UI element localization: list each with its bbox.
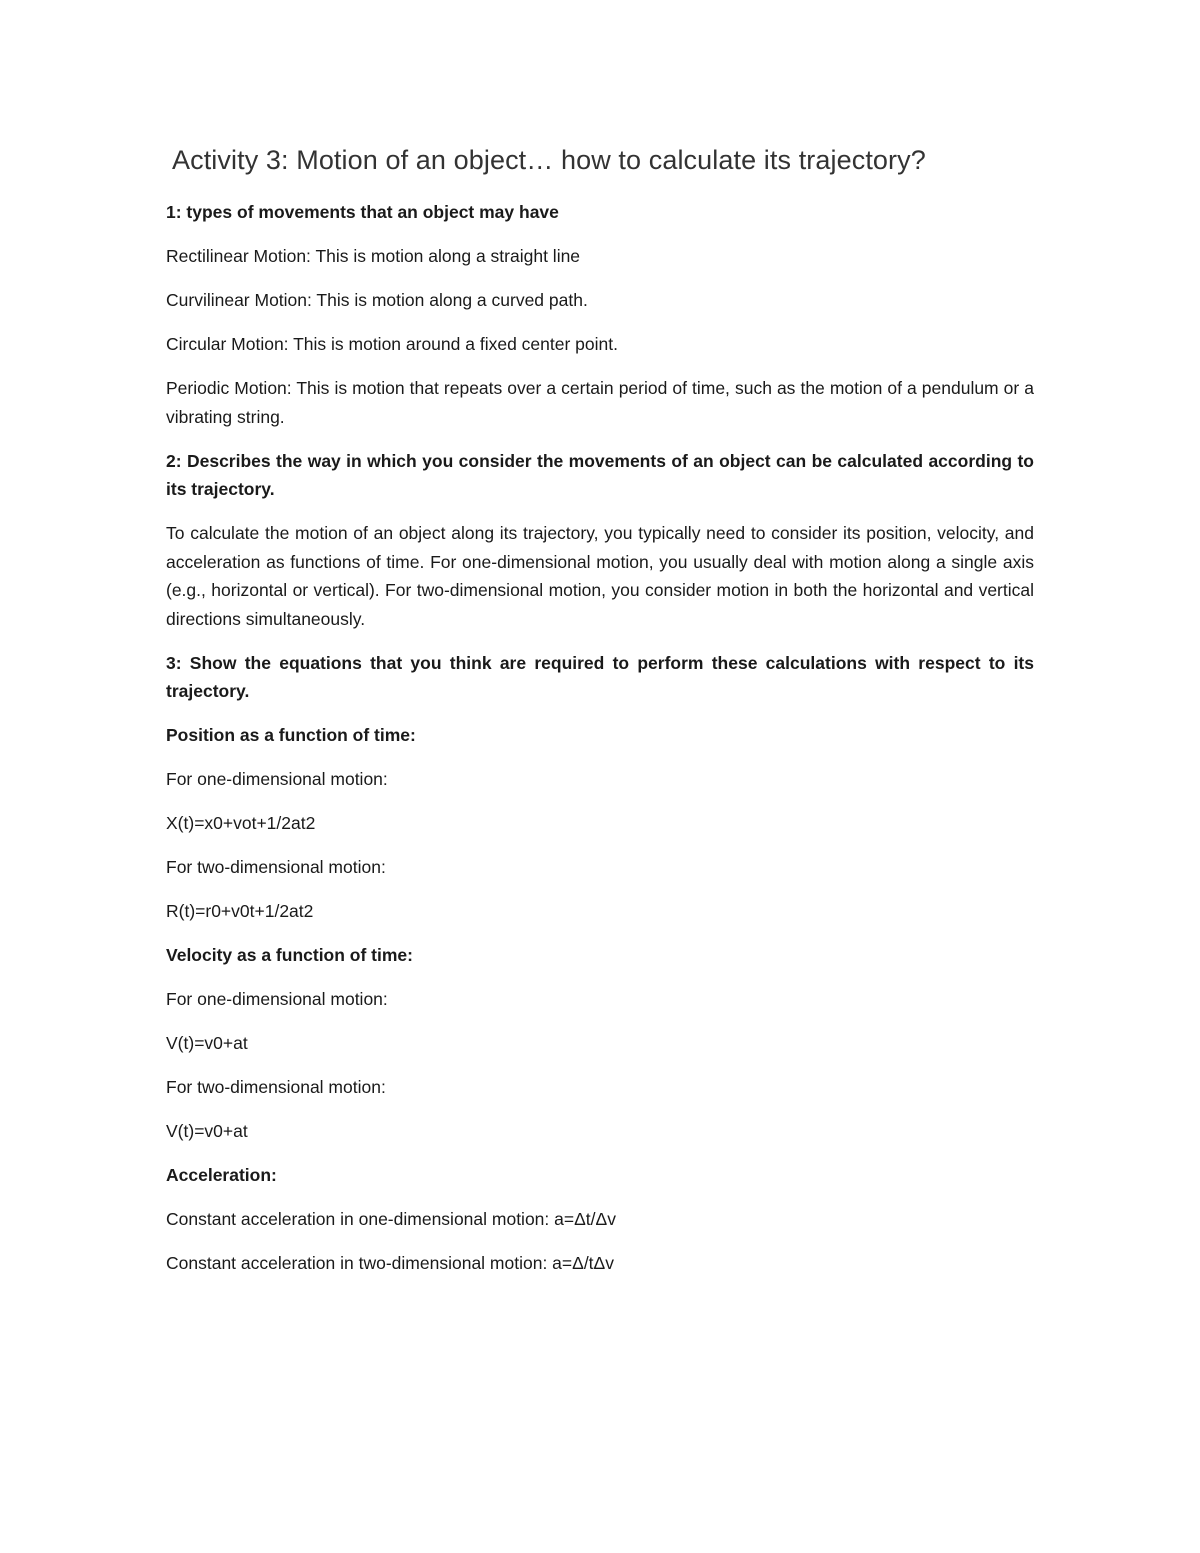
periodic-motion-text: Periodic Motion: This is motion that repeats over a certain period of time, such as the motion of a pendulum or a vibrating string. xyxy=(166,378,1034,427)
velocity-1d-label: For one-dimensional motion: xyxy=(166,989,388,1009)
question-2-heading: 2: Describes the way in which you consider the movements of an object can be calculated according to its trajectory. xyxy=(166,450,1034,499)
velocity-2d-equation: V(t)=v0+at xyxy=(166,1121,248,1141)
document-title: Activity 3: Motion of an object… how to calculate its trajectory? xyxy=(172,145,926,175)
acceleration-1d-text: Constant acceleration in one-dimensional motion: a=Δt/Δv xyxy=(166,1209,616,1229)
velocity-1d-equation: V(t)=v0+at xyxy=(166,1033,248,1053)
question-3-heading: 3: Show the equations that you think are required to perform these calculations with respect to its trajectory. xyxy=(166,652,1034,701)
question-2-answer: To calculate the motion of an object along its trajectory, you typically need to consider its position, velocity, and acceleration as functions of time. For one-dimensional motion, you usually deal with motion along a single axis (e.g., horizontal or vertical). For two-dimensional motion, you consider motion in both the horizontal and vertical directions simultaneously. xyxy=(166,523,1034,629)
acceleration-heading: Acceleration: xyxy=(166,1165,277,1185)
document-body xyxy=(166,140,1034,1278)
curvilinear-motion-text: Curvilinear Motion: This is motion along a curved path. xyxy=(166,290,588,310)
acceleration-2d-text: Constant acceleration in two-dimensional motion: a=Δ/tΔv xyxy=(166,1253,614,1273)
velocity-heading: Velocity as a function of time: xyxy=(166,945,413,965)
position-2d-equation: R(t)=r0+v0t+1/2at2 xyxy=(166,901,314,921)
question-1-heading: 1: types of movements that an object may have xyxy=(166,202,559,222)
velocity-2d-label: For two-dimensional motion: xyxy=(166,1077,386,1097)
position-1d-equation: X(t)=x0+vot+1/2at2 xyxy=(166,813,316,833)
position-heading: Position as a function of time: xyxy=(166,725,416,745)
circular-motion-text: Circular Motion: This is motion around a fixed center point. xyxy=(166,334,618,354)
position-2d-label: For two-dimensional motion: xyxy=(166,857,386,877)
rectilinear-motion-text: Rectilinear Motion: This is motion along a straight line xyxy=(166,246,581,266)
position-1d-label: For one-dimensional motion: xyxy=(166,769,388,789)
